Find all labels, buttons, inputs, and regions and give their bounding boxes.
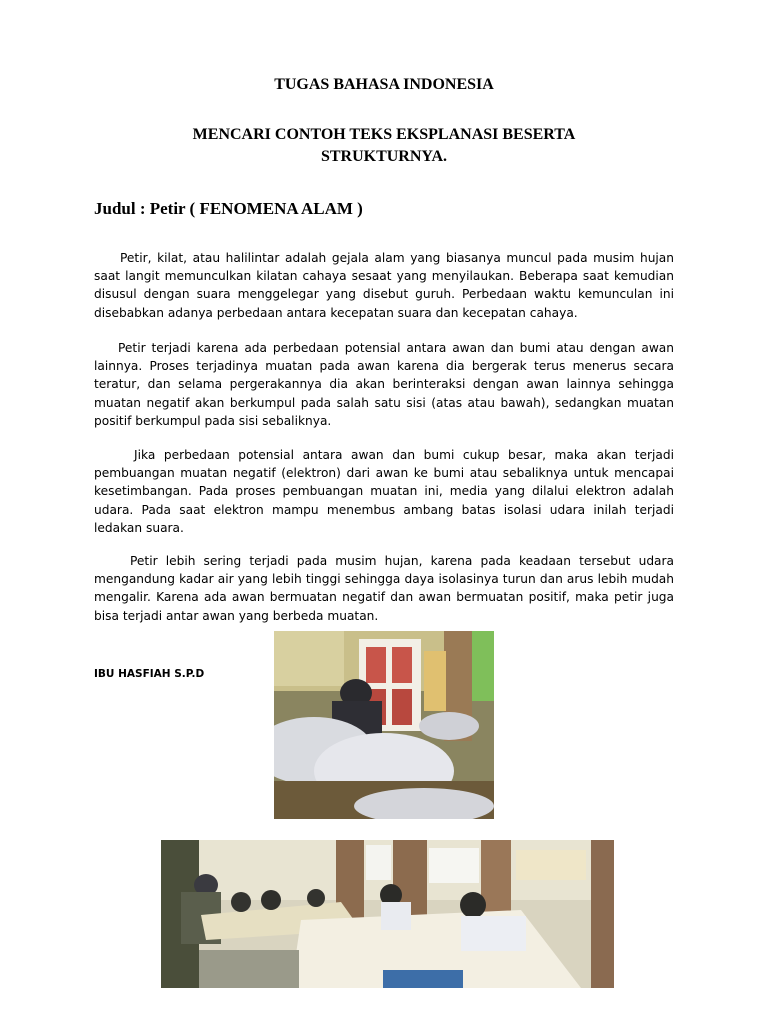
document-title: TUGAS BAHASA INDONESIA: [274, 76, 494, 93]
paragraph-1: Petir, kilat, atau halilintar adalah gejala alam yang biasanya muncul pada musim hujan saat langit memunculkan kilatan cahaya sesaat yang menyilaukan. Beberapa saat kemudian disusul dengan suara menggelegar yang disebut guruh. Perbedaan waktu kemunculan ini disebabkan adanya perbedaan antara kecepatan suara dan kecepatan cahaya.: [94, 251, 674, 320]
author-name: IBU HASFIAH S.P.D: [94, 668, 205, 680]
paragraph-3: Jika perbedaan potensial antara awan dan bumi cukup besar, maka akan terjadi pembuangan muatan negatif (elektron) dari awan ke bumi atau sebaliknya untuk mencapai kesetimbangan. Pada proses pembuangan muatan ini, media yang dilalui elektron adalah udara. Pada saat elektron mampu menembus ambang batas isolasi udara inilah terjadi ledakan suara.: [94, 448, 674, 535]
article-heading: Judul : Petir ( FENOMENA ALAM ): [94, 199, 363, 218]
paragraph-4: Petir lebih sering terjadi pada musim hujan, karena pada keadaan tersebut udara mengandung kadar air yang lebih tinggi sehingga daya isolasinya turun dan arus lebih mudah mengalir. Karena ada awan bermuatan negatif dan awan bermuatan positif, maka petir juga bisa terjadi antar awan yang berbeda muatan.: [94, 554, 674, 623]
document-subtitle: MENCARI CONTOH TEKS EKSPLANASI BESERTA STRUKTURNYA.: [192, 126, 576, 165]
classroom-photo-1: [274, 631, 494, 819]
paragraph-2: Petir terjadi karena ada perbedaan potensial antara awan dan bumi atau dengan awan lainnya. Proses terjadinya muatan pada awan karena dia bergerak terus menerus secara teratur, dan selama pergerakannya dia akan berinteraksi dengan awan lainnya sehingga muatan negatif akan berkumpul pada salah satu sisi (atas atau bawah), sedangkan muatan positif berkumpul pada sisi sebaliknya.: [94, 341, 674, 428]
classroom-photo-2: [161, 840, 614, 988]
